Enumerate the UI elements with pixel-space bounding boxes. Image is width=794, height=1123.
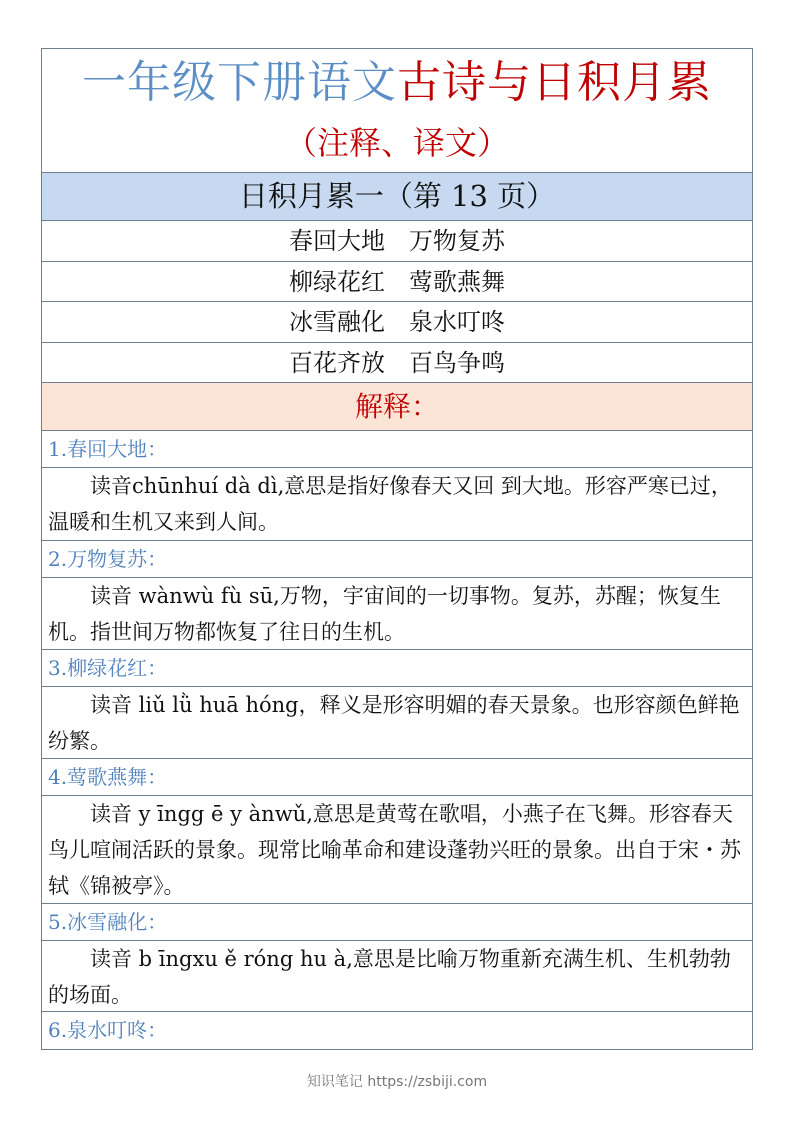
title-red-part: 古诗与日积月累 [397, 57, 712, 108]
phrase-row: 春回大地 万物复苏 [42, 221, 752, 262]
page-subtitle: （注释、译文） [284, 124, 509, 162]
item-body-text: 读音 liǔ lǜ huā hóng，释义是形容明媚的春天景象。也形容颜色鲜艳纷繁。 [48, 693, 740, 753]
title-block [42, 49, 752, 173]
title-blue-part: 一年级下册语文 [82, 57, 397, 108]
document-table [41, 48, 753, 1050]
item-body [42, 687, 752, 759]
item-body [42, 941, 752, 1012]
item-title: 3.柳绿花红： [42, 650, 752, 687]
item-body [42, 468, 752, 541]
item-body-text: 读音 b īngxu ě róng hu à,意思是比喻万物重新充满生机、生机勃勃的场面。 [48, 947, 731, 1007]
footer-watermark: 知识笔记 https://zsbiji.com [306, 1074, 488, 1090]
item-title: 6.泉水叮咚： [48, 1018, 168, 1042]
item-body [42, 796, 752, 904]
phrase-row: 柳绿花红 莺歌燕舞 [42, 262, 752, 303]
item-title: 2.万物复苏： [42, 541, 752, 578]
item-body-text: 读音 y īngg ē y ànwǔ,意思是黄莺在歌唱，小燕子在飞舞。形容春天鸟儿喧闹活跃的景象。现常比喻革命和建设蓬勃兴旺的景象。出自于宋・苏轼《锦被亭》。 [48, 802, 741, 898]
item-body-text: 读音chūnhuí dà dì,意思是指好像春天又回 到大地。形容严寒已过，温暖和生机又来到人间。 [48, 474, 732, 534]
item-title: 5.冰雪融化： [42, 904, 752, 941]
item-body-text: 读音 wànwù fù sū,万物，宇宙间的一切事物。复苏，苏醒；恢复生机。指世间万物都恢复了往日的生机。 [48, 584, 721, 644]
item-body [42, 578, 752, 650]
page-title [42, 49, 752, 108]
section-header: 日积月累一（第 13 页） [42, 173, 752, 221]
item-title: 1.春回大地： [42, 431, 752, 468]
phrase-row: 百花齐放 百鸟争鸣 [42, 343, 752, 384]
item-title: 4.莺歌燕舞： [42, 759, 752, 796]
phrase-row: 冰雪融化 泉水叮咚 [42, 302, 752, 343]
explanation-header: 解释： [42, 383, 752, 431]
